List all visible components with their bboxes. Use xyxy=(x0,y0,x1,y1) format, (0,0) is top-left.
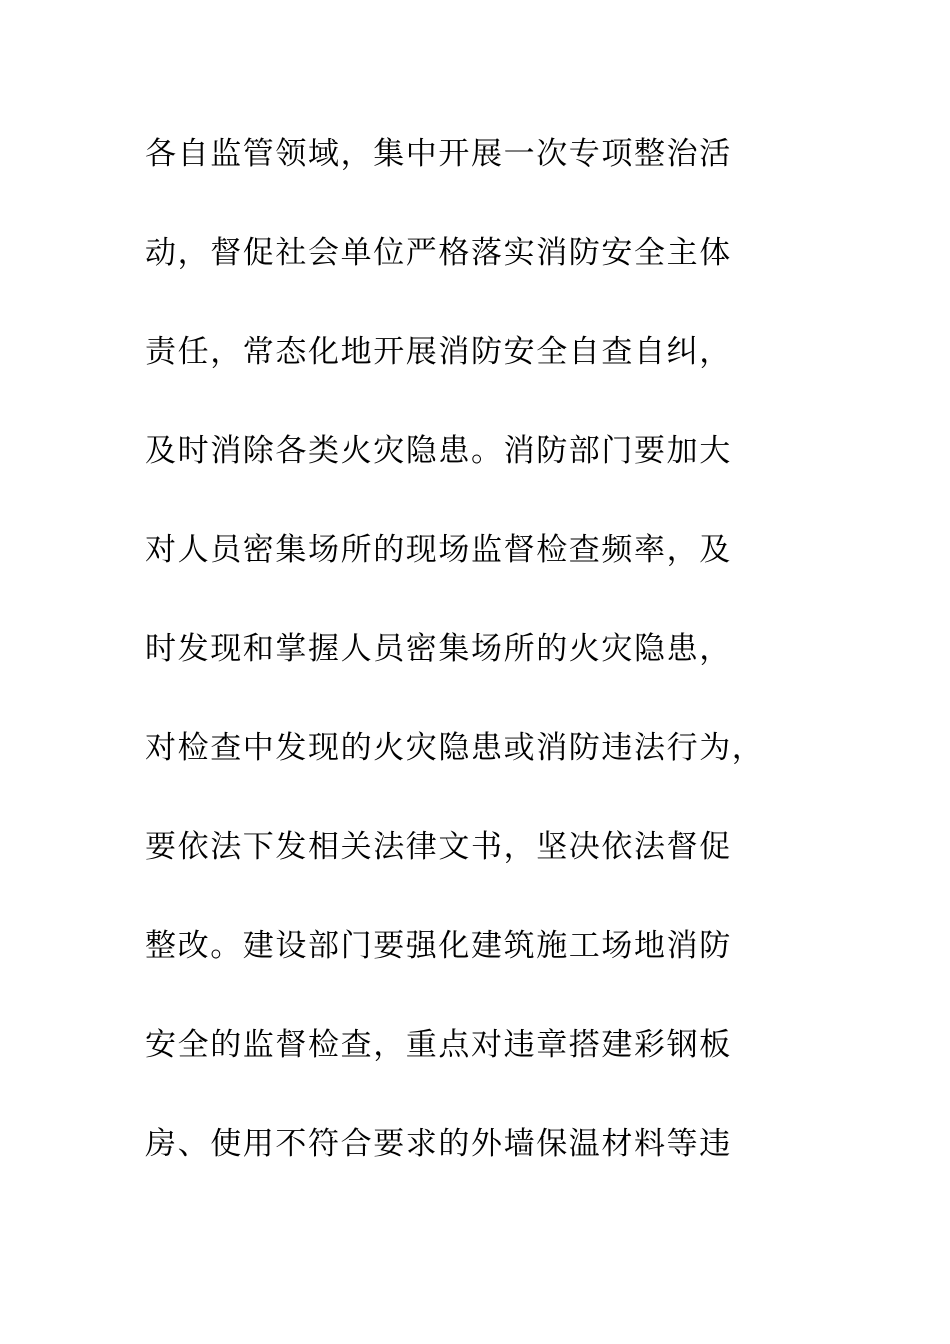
text-line-4: 及时消除各类火灾隐患。消防部门要加大 xyxy=(145,433,732,469)
text-line-2: 动，督促社会单位严格落实消防安全主体 xyxy=(145,235,732,271)
text-line-9: 整改。建设部门要强化建筑施工场地消防 xyxy=(145,928,732,964)
text-line-11: 房、使用不符合要求的外墙保温材料等违 xyxy=(145,1126,732,1162)
text-line-8: 要依法下发相关法律文书，坚决依法督促 xyxy=(145,829,732,865)
text-line-3: 责任，常态化地开展消防安全自查自纠， xyxy=(145,334,732,370)
body-text xyxy=(145,124,835,1213)
text-line-10: 安全的监督检查，重点对违章搭建彩钢板 xyxy=(145,1027,732,1063)
text-line-1: 各自监管领域，集中开展一次专项整治活 xyxy=(145,136,732,172)
text-line-5: 对人员密集场所的现场监督检查频率，及 xyxy=(145,532,732,568)
text-line-7: 对检查中发现的火灾隐患或消防违法行为， xyxy=(145,730,765,766)
text-line-6: 时发现和掌握人员密集场所的火灾隐患， xyxy=(145,631,732,667)
